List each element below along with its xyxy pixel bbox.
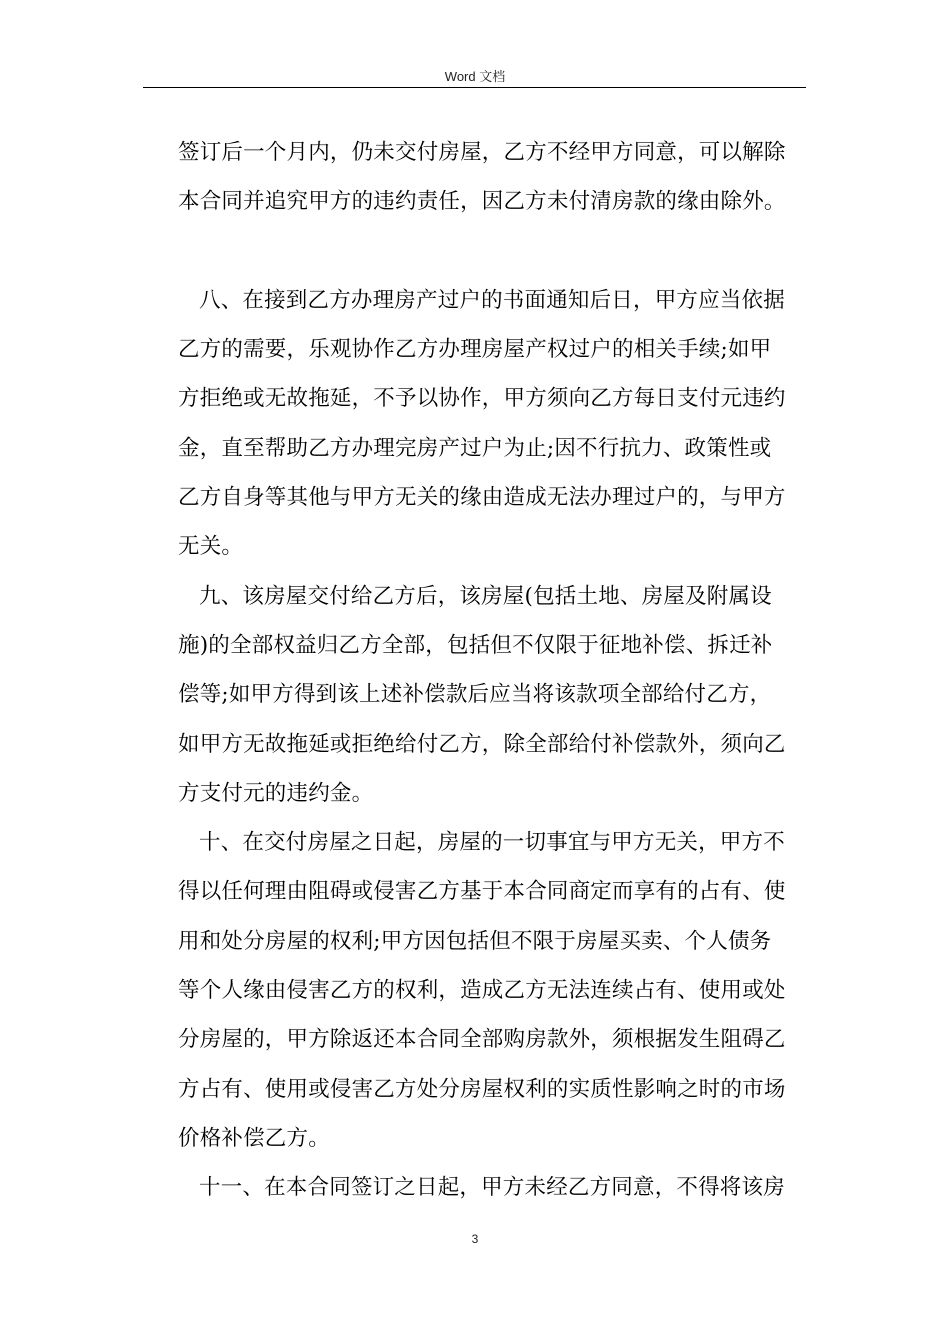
paragraph-line: 方占有、使用或侵害乙方处分房屋权利的实质性影响之时的市场 — [178, 1076, 786, 1102]
paragraph-line: 金，直至帮助乙方办理完房产过户为止;因不行抗力、政策性或 — [178, 435, 772, 461]
paragraph-line: 分房屋的，甲方除返还本合同全部购房款外，须根据发生阻碍乙 — [178, 1027, 786, 1053]
paragraph-line: 十一、在本合同签订之日起，甲方未经乙方同意，不得将该房 — [199, 1175, 785, 1201]
paragraph-line: 偿等;如甲方得到该上述补偿款后应当将该款项全部给付乙方， — [178, 682, 772, 708]
paragraph-line: 乙方自身等其他与甲方无关的缘由造成无法办理过户的，与甲方 — [178, 485, 786, 511]
paragraph-line: 签订后一个月内，仍未交付房屋，乙方不经甲方同意，可以解除 — [178, 140, 786, 165]
header-divider — [143, 87, 806, 88]
page-number: 3 — [471, 1232, 479, 1246]
paragraph-line: 本合同并追究甲方的违约责任，因乙方未付清房款的缘由除外。 — [178, 189, 786, 215]
paragraph-line: 乙方的需要，乐观协作乙方办理房屋产权过户的相关手续;如甲 — [178, 337, 772, 363]
paragraph-line: 方支付元的违约金。 — [178, 780, 374, 806]
paragraph-line: 价格补偿乙方。 — [178, 1125, 330, 1151]
paragraph-line: 等个人缘由侵害乙方的权利，造成乙方无法连续占有、使用或处 — [178, 978, 786, 1004]
paragraph-line: 十、在交付房屋之日起，房屋的一切事宜与甲方无关，甲方不 — [199, 830, 785, 856]
paragraph-line: 九、该房屋交付给乙方后，该房屋(包括土地、房屋及附属设 — [199, 583, 772, 609]
paragraph-line: 方拒绝或无故拖延，不予以协作，甲方须向乙方每日支付元违约 — [178, 386, 786, 412]
paragraph-line: 无关。 — [178, 534, 244, 560]
paragraph-line: 施)的全部权益归乙方全部，包括但不仅限于征地补偿、拆迁补 — [178, 632, 773, 658]
paragraph-spacer — [178, 227, 802, 276]
document-body — [178, 128, 802, 1213]
paragraph-line: 用和处分房屋的权利;甲方因包括但不限于房屋买卖、个人债务 — [178, 928, 772, 954]
paragraph-line: 如甲方无故拖延或拒绝给付乙方，除全部给付补偿款外，须向乙 — [178, 731, 786, 757]
paragraph-line: 得以任何理由阻碍或侵害乙方基于本合同商定而享有的占有、使 — [178, 879, 786, 905]
paragraph-line: 八、在接到乙方办理房产过户的书面通知后日，甲方应当依据 — [199, 287, 785, 313]
header-title: Word 文档 — [444, 69, 506, 84]
